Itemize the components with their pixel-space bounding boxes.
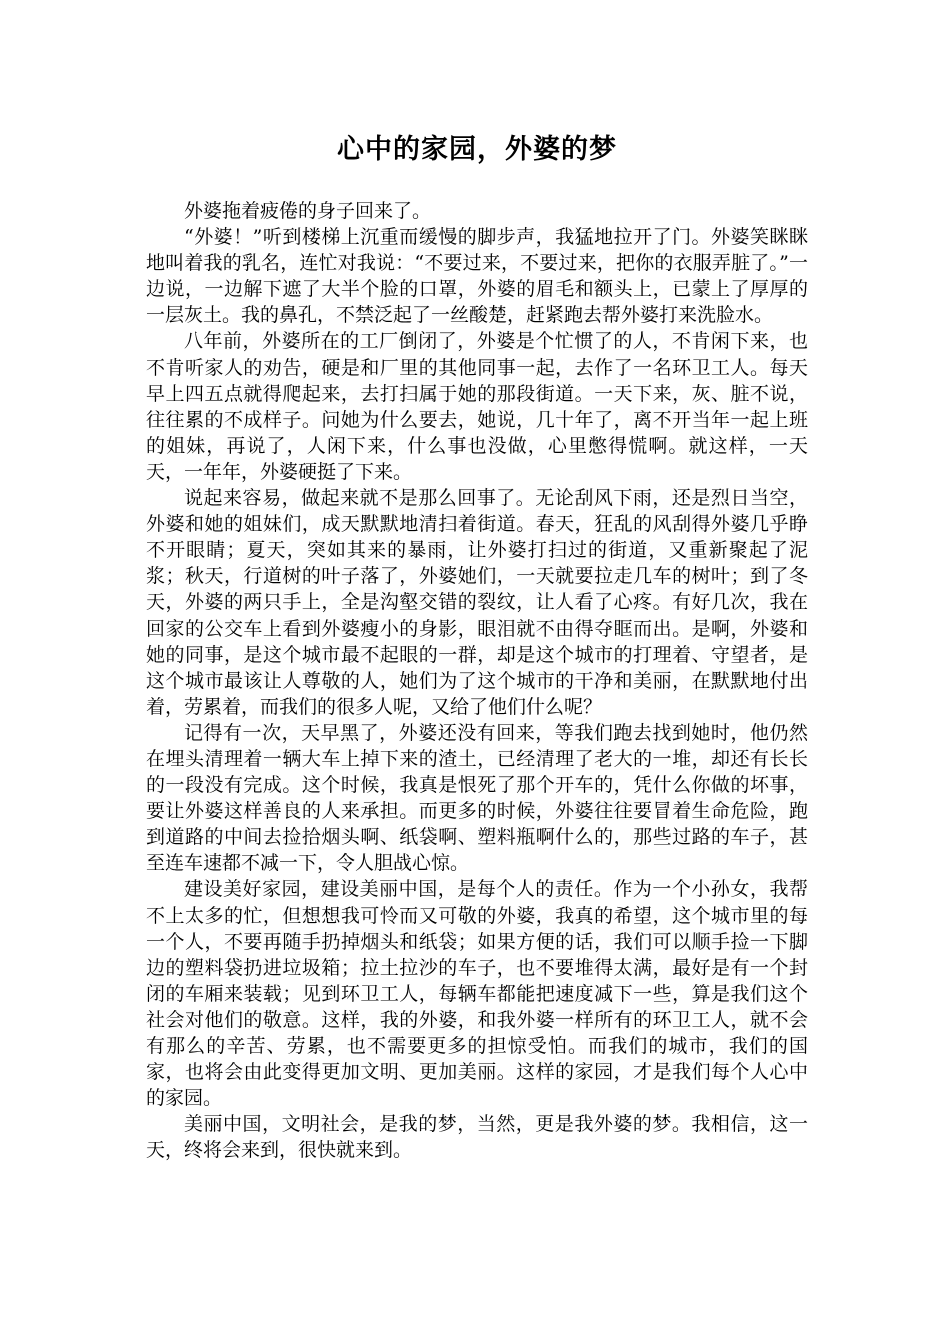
paragraph-3: 八年前，外婆所在的工厂倒闭了，外婆是个忙惯了的人，不肯闲下来，也不肯听家人的劝告，硬是和厂里的其他同事一起，去作了一名环卫工人。每天早上四五点就得爬起来，去打扫属于她的那段街道。一天下来，灰、脏不说，往往累的不成样子。问她为什么要去，她说，几十年了，离不开当年一起上班的姐妹，再说了，人闲下来，什么事也没做，心里憋得慌啊。就这样，一天天，一年年，外婆硬挺了下来。 bbox=[146, 330, 808, 483]
document-body bbox=[146, 198, 808, 1163]
paragraph-4: 说起来容易，做起来就不是那么回事了。无论刮风下雨，还是烈日当空，外婆和她的姐妹们，成天默默地清扫着街道。春天，狂乱的风刮得外婆几乎睁不开眼睛；夏天，突如其来的暴雨，让外婆打扫过的街道，又重新聚起了泥浆；秋天，行道树的叶子落了，外婆她们，一天就要拉走几车的树叶；到了冬天，外婆的两只手上，全是沟壑交错的裂纹，让人看了心疼。有好几次，我在回家的公交车上看到外婆瘦小的身影，眼泪就不由得夺眶而出。是啊，外婆和她的同事，是这个城市最不起眼的一群，却是这个城市的打理着、守望者，是这个城市最该让人尊敬的人，她们为了这个城市的干净和美丽，在默默地付出着，劳累着，而我们的很多人呢，又给了他们什么呢？ bbox=[146, 487, 808, 718]
paragraph-6: 建设美好家园，建设美丽中国，是每个人的责任。作为一个小孙女，我帮不上太多的忙，但想想我可怜而又可敬的外婆，我真的希望，这个城市里的每一个人，不要再随手扔掉烟头和纸袋；如果方便的话，我们可以顺手捡一下脚边的塑料袋扔进垃圾箱；拉土拉沙的车子，也不要堆得太满，最好是有一个封闭的车厢来装载；见到环卫工人，每辆车都能把速度减下一些，算是我们这个社会对他们的敬意。这样，我的外婆，和我外婆一样所有的环卫工人，就不会有那么的辛苦、劳累，也不需要更多的担惊受怕。而我们的城市，我们的国家，也将会由此变得更加文明、更加美丽。这样的家园，才是我们每个人心中的家园。 bbox=[146, 878, 808, 1110]
document-title: 心中的家园，外婆的梦 bbox=[337, 134, 617, 165]
paragraph-2: “外婆！”听到楼梯上沉重而缓慢的脚步声，我猛地拉开了门。外婆笑眯眯地叫着我的乳名，连忙对我说：“不要过来，不要过来，把你的衣服弄脏了。”一边说，一边解下遮了大半个脸的口罩，外婆的眉毛和额头上，已蒙上了厚厚的一层灰土。我的鼻孔，不禁泛起了一丝酸楚，赶紧跑去帮外婆打来洗脸水。 bbox=[146, 226, 808, 327]
paragraph-7: 美丽中国，文明社会，是我的梦，当然，更是我外婆的梦。我相信，这一天，终将会来到，很快就来到。 bbox=[146, 1113, 808, 1162]
paragraph-5: 记得有一次，天早黑了，外婆还没有回来，等我们跑去找到她时，他仍然在埋头清理着一辆大车上掉下来的渣土，已经清理了老大的一堆，却还有长长的一段没有完成。这个时候，我真是恨死了那个开车的，凭什么你做的坏事，要让外婆这样善良的人来承担。而更多的时候，外婆往往要冒着生命危险，跑到道路的中间去捡拾烟头啊、纸袋啊、塑料瓶啊什么的，那些过路的车子，甚至连车速都不减一下，令人胆战心惊。 bbox=[146, 721, 808, 875]
paragraph-1: 外婆拖着疲倦的身子回来了。 bbox=[184, 200, 432, 222]
document-page bbox=[146, 0, 808, 1344]
